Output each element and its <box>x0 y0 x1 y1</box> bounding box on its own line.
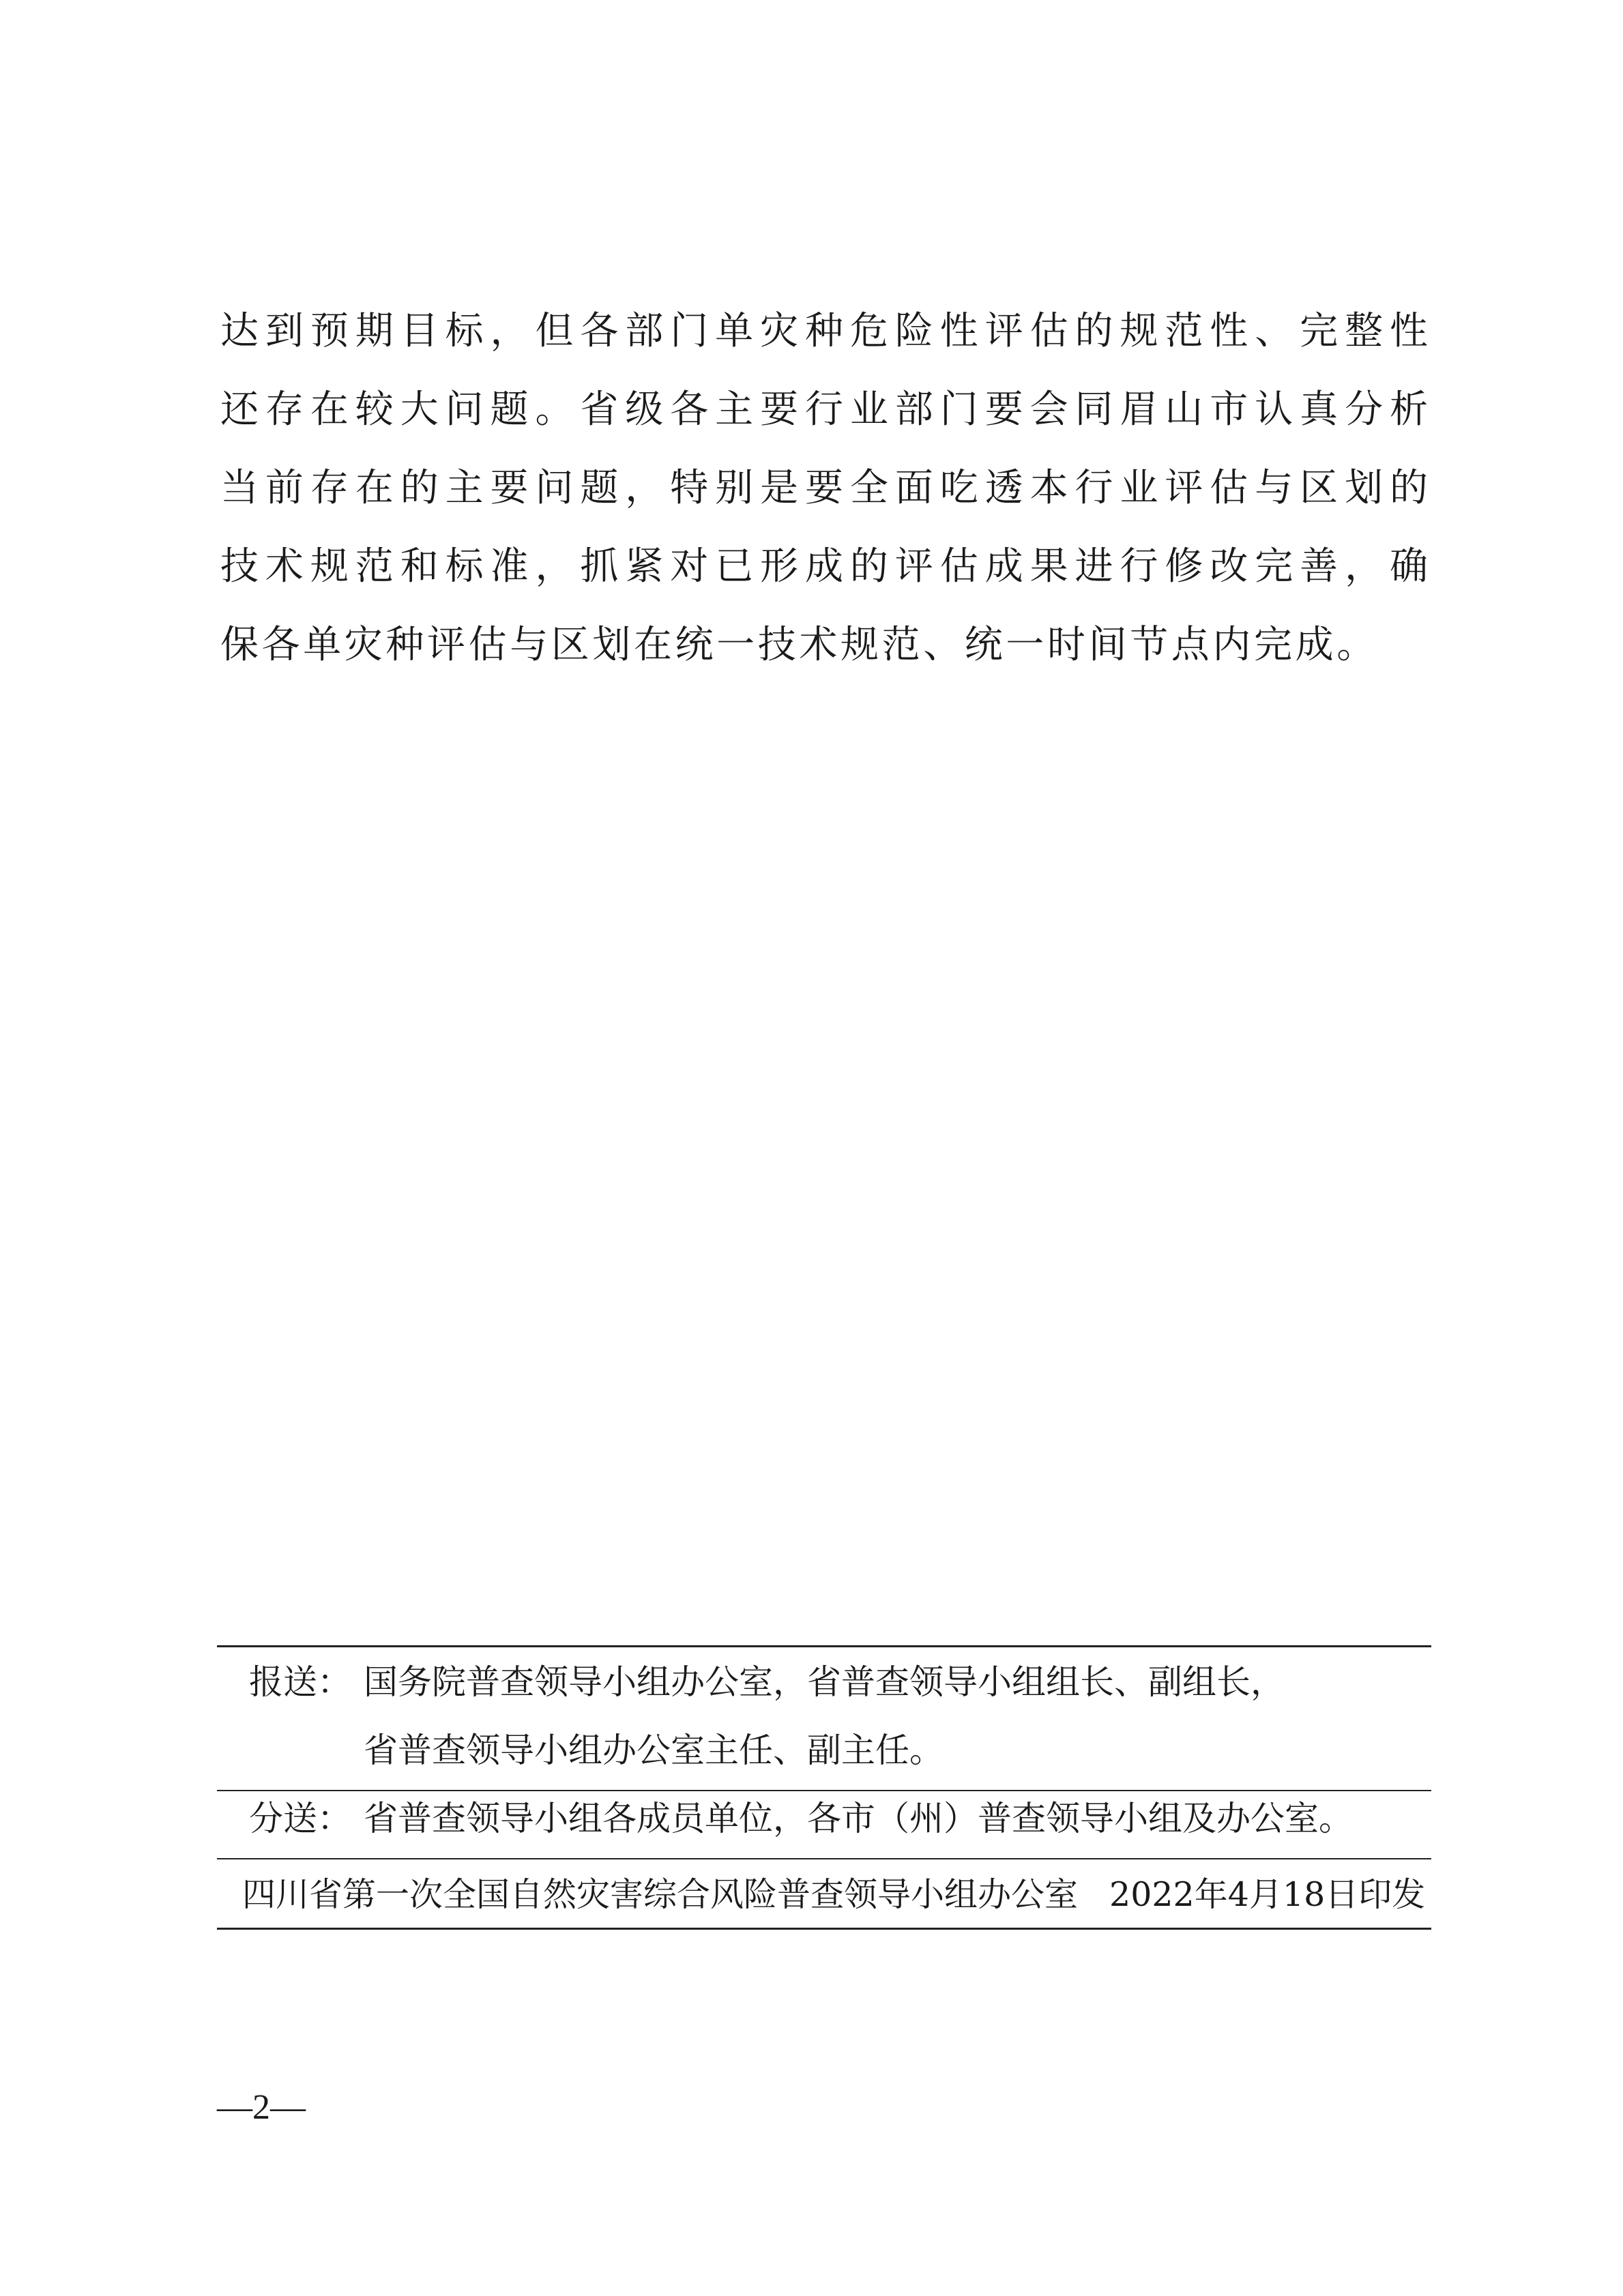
body-line: 技术规范和标准，抓紧对已形成的评估成果进行修改完善，确 <box>220 544 1428 589</box>
page-number: —2— <box>217 2088 306 2127</box>
colophon <box>242 1874 1426 1915</box>
report-to-line: 国务院普查领导小组办公室，省普查领导小组组长、副组长， <box>364 1662 1285 1702</box>
print-date: 2022年4月18日印发 <box>1109 1875 1426 1914</box>
body-line: 还存在较大问题。省级各主要行业部门要会同眉山市认真分析 <box>220 387 1428 432</box>
distribution-top-rule <box>217 1645 1431 1647</box>
body-line: 当前存在的主要问题，特别是要全面吃透本行业评估与区划的 <box>220 466 1428 510</box>
body-text <box>220 292 1428 684</box>
colophon-bottom-rule <box>217 1928 1431 1930</box>
colophon-top-rule <box>217 1858 1431 1859</box>
distribution-divider <box>217 1790 1431 1791</box>
body-line: 保各单灾种评估与区划在统一技术规范、统一时间节点内完成。 <box>220 623 1378 667</box>
report-to-label: 报送： <box>249 1662 351 1702</box>
body-line: 达到预期目标，但各部门单灾种危险性评估的规范性、完整性 <box>220 309 1428 353</box>
report-to-line: 省普查领导小组办公室主任、副主任。 <box>364 1731 944 1770</box>
copy-to-label: 分送： <box>249 1799 351 1838</box>
issuing-office: 四川省第一次全国自然灾害综合风险普查领导小组办公室 <box>242 1875 1079 1914</box>
copy-to-line: 省普查领导小组各成员单位，各市（州）普查领导小组及办公室。 <box>364 1799 1353 1838</box>
